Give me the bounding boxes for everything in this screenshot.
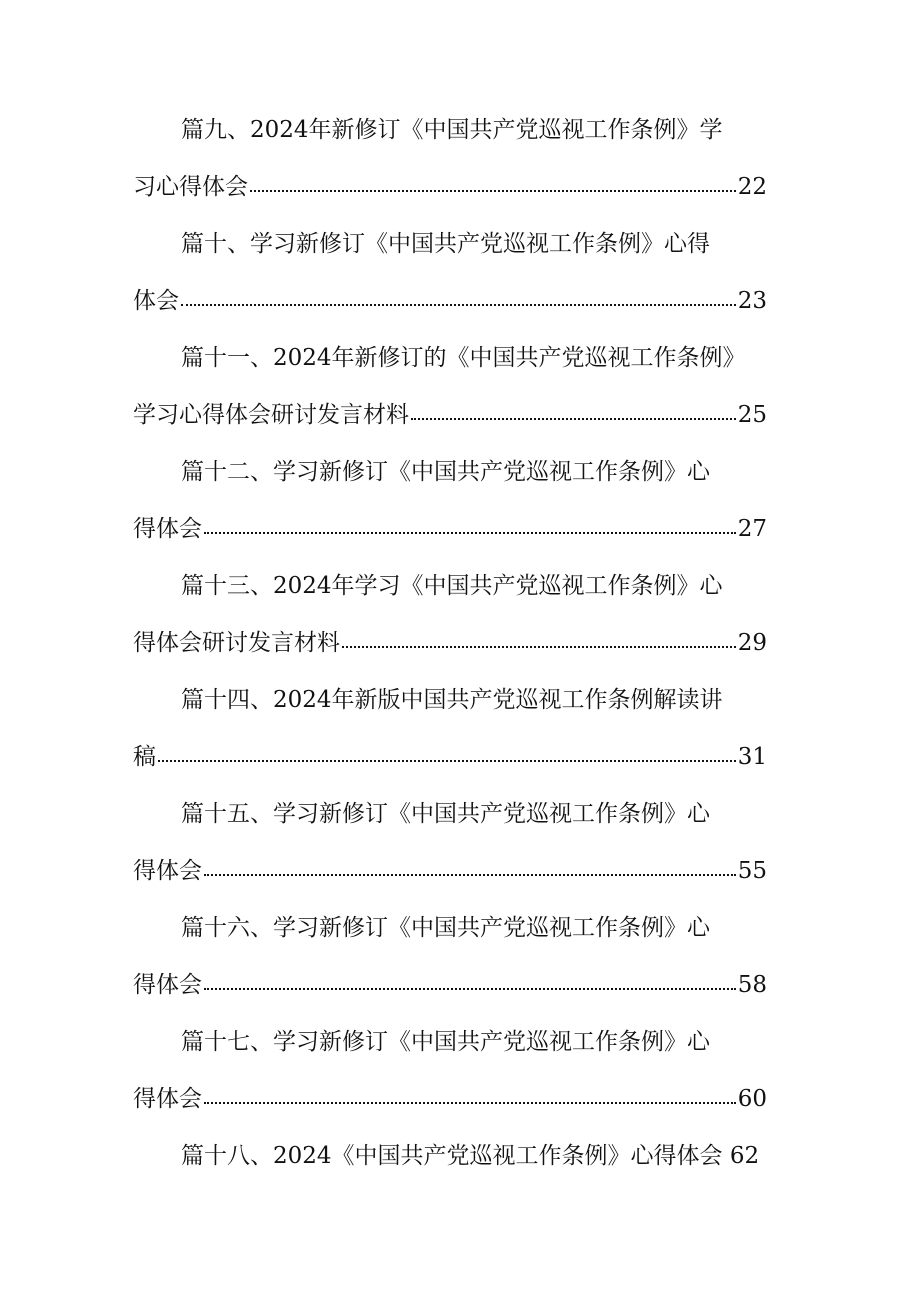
toc-entry-title-end: 得体会 [133, 1086, 202, 1112]
dot-leader [204, 864, 736, 876]
dot-leader [250, 180, 736, 192]
toc-entry-continuation [133, 957, 767, 1014]
toc-entry-title-end: 稿 [133, 744, 156, 770]
toc-entry-title-end: 学习心得体会研讨发言材料 [133, 402, 409, 428]
toc-entry-title-end: 习心得体会 [133, 174, 248, 200]
toc-entry-title: 篇十、学习新修订《中国共产党巡视工作条例》心得 [181, 231, 710, 257]
toc-entry-title: 篇十一、2024年新修订的《中国共产党巡视工作条例》 [181, 345, 746, 371]
toc-entry-title-end: 得体会 [133, 972, 202, 998]
toc-entry-title: 篇十五、学习新修订《中国共产党巡视工作条例》心 [181, 801, 710, 827]
dot-leader [204, 978, 736, 990]
toc-entry-title-end: 得体会研讨发言材料 [133, 630, 340, 656]
toc-entry-title [133, 1128, 767, 1185]
toc-entry-title: 篇十三、2024年学习《中国共产党巡视工作条例》心 [181, 573, 723, 599]
toc-entry-title: 篇十七、学习新修订《中国共产党巡视工作条例》心 [181, 1029, 710, 1055]
toc-page-number: 62 [729, 1143, 760, 1169]
toc-entry-title-end: 得体会 [133, 516, 202, 542]
toc-entry[interactable] [133, 330, 767, 444]
toc-entry[interactable] [133, 102, 767, 216]
toc-entry-text: 篇十八、2024《中国共产党巡视工作条例》心得体会 [181, 1143, 723, 1169]
toc-entry[interactable] [133, 558, 767, 672]
toc-entry-title-end: 体会 [133, 288, 179, 314]
toc-entry-continuation [133, 615, 767, 672]
toc-page-number: 27 [737, 516, 767, 542]
toc-entry[interactable] [133, 216, 767, 330]
toc-entry-last[interactable] [133, 1128, 767, 1185]
dot-leader [204, 1092, 736, 1104]
toc-entry-continuation [133, 159, 767, 216]
dot-leader [411, 408, 736, 420]
toc-entry[interactable] [133, 786, 767, 900]
toc-entry-continuation [133, 501, 767, 558]
toc-page-number: 31 [737, 744, 767, 770]
toc-entry-title: 篇十二、学习新修订《中国共产党巡视工作条例》心 [181, 459, 710, 485]
toc-entry-title: 篇九、2024年新修订《中国共产党巡视工作条例》学 [181, 117, 723, 143]
toc-entry[interactable] [133, 900, 767, 1014]
toc-entry-continuation [133, 843, 767, 900]
toc-page-number: 23 [737, 288, 767, 314]
dot-leader [181, 294, 736, 306]
toc-entry[interactable] [133, 672, 767, 786]
toc-entry-continuation [133, 1071, 767, 1128]
dot-leader [342, 636, 736, 648]
toc-entry[interactable] [133, 444, 767, 558]
toc-page-number: 25 [737, 402, 767, 428]
toc-page-number: 55 [737, 858, 767, 884]
toc-entry-title: 篇十六、学习新修订《中国共产党巡视工作条例》心 [181, 915, 710, 941]
dot-leader [204, 522, 736, 534]
toc-page-number: 60 [737, 1086, 767, 1112]
toc-page-number: 58 [737, 972, 767, 998]
toc-page-number: 22 [737, 174, 767, 200]
toc-entry-continuation [133, 387, 767, 444]
table-of-contents [133, 102, 767, 1185]
toc-entry-continuation [133, 273, 767, 330]
dot-leader [158, 750, 736, 762]
toc-entry-title-end: 得体会 [133, 858, 202, 884]
toc-entry[interactable] [133, 1014, 767, 1128]
toc-entry-continuation [133, 729, 767, 786]
toc-page-number: 29 [737, 630, 767, 656]
toc-entry-title: 篇十四、2024年新版中国共产党巡视工作条例解读讲 [181, 687, 723, 713]
